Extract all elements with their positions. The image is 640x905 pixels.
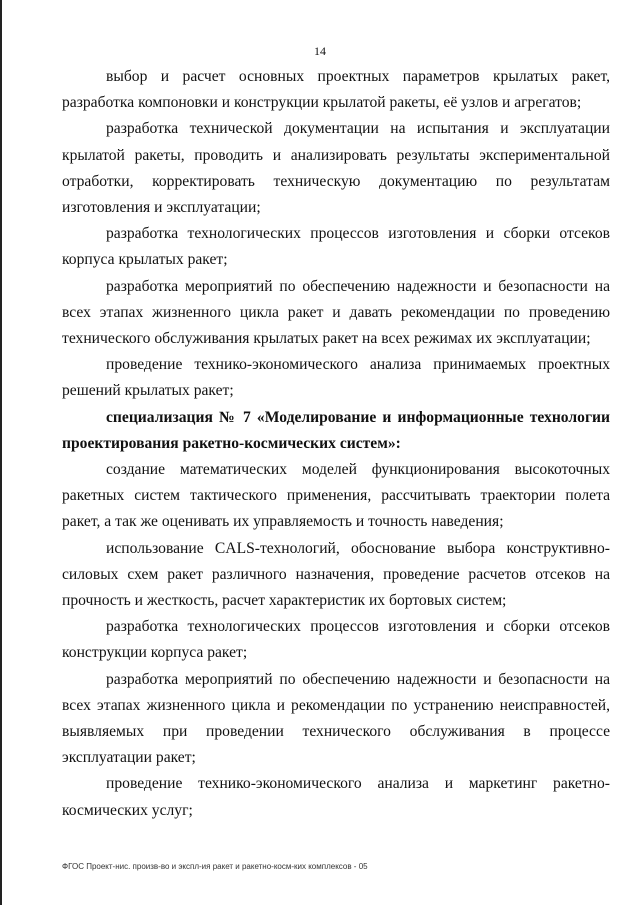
section-heading: специализация № 7 «Моделирование и информационные технологии проектирования ракетно-космических систем»:: [62, 408, 610, 452]
paragraph: выбор и расчет основных проектных параметров крылатых ракет, разработка компоновки и конструкции крылатой ракеты, её узлов и агрегатов;: [62, 68, 610, 112]
paragraph: создание математических моделей функционирования высокоточных ракетных систем тактического применения, рассчитывать траектории полета ракет, а так же оценивать их управляемость и точность наведения;: [62, 461, 610, 531]
page-footer: ФГОС Проект-нис. произв-во и экспл-ия ракет и ракетно-косм-ких комплексов - 05: [62, 862, 368, 871]
paragraph: разработка технологических процессов изготовления и сборки отсеков корпуса крылатых ракет;: [62, 225, 610, 269]
page-number: 14: [314, 44, 326, 58]
paragraph: проведение технико-экономического анализа и маркетинг ракетно-космических услуг;: [62, 775, 610, 819]
paragraph: разработка технической документации на испытания и эксплуатации крылатой ракеты, проводить и анализировать результаты экспериментальной отработки, корректировать техническую документацию по результатам изготовления и эксплуатации;: [62, 120, 610, 217]
scan-edge: [0, 0, 2, 905]
paragraph: использование CALS-технологий, обоснование выбора конструктивно-силовых схем ракет различного назначения, проведение расчетов отсеков на прочность и жесткость, расчет характеристик их бортовых систем;: [62, 539, 610, 610]
paragraph: разработка технологических процессов изготовления и сборки отсеков конструкции корпуса ракет;: [62, 618, 610, 662]
paragraph: проведение технико-экономического анализа принимаемых проектных решений крылатых ракет;: [62, 356, 610, 400]
paragraph: разработка мероприятий по обеспечению надежности и безопасности на всех этапах жизненного цикла и рекомендации по устранению неисправностей, выявляемых при проведении технического обслуживания в процессе эксплуатации ракет;: [62, 670, 610, 767]
document-body: [62, 64, 610, 824]
paragraph: разработка мероприятий по обеспечению надежности и безопасности на всех этапах жизненного цикла ракет и давать рекомендации по проведению технического обслуживания крылатых ракет на всех режимах их эксплуатации;: [62, 277, 610, 348]
